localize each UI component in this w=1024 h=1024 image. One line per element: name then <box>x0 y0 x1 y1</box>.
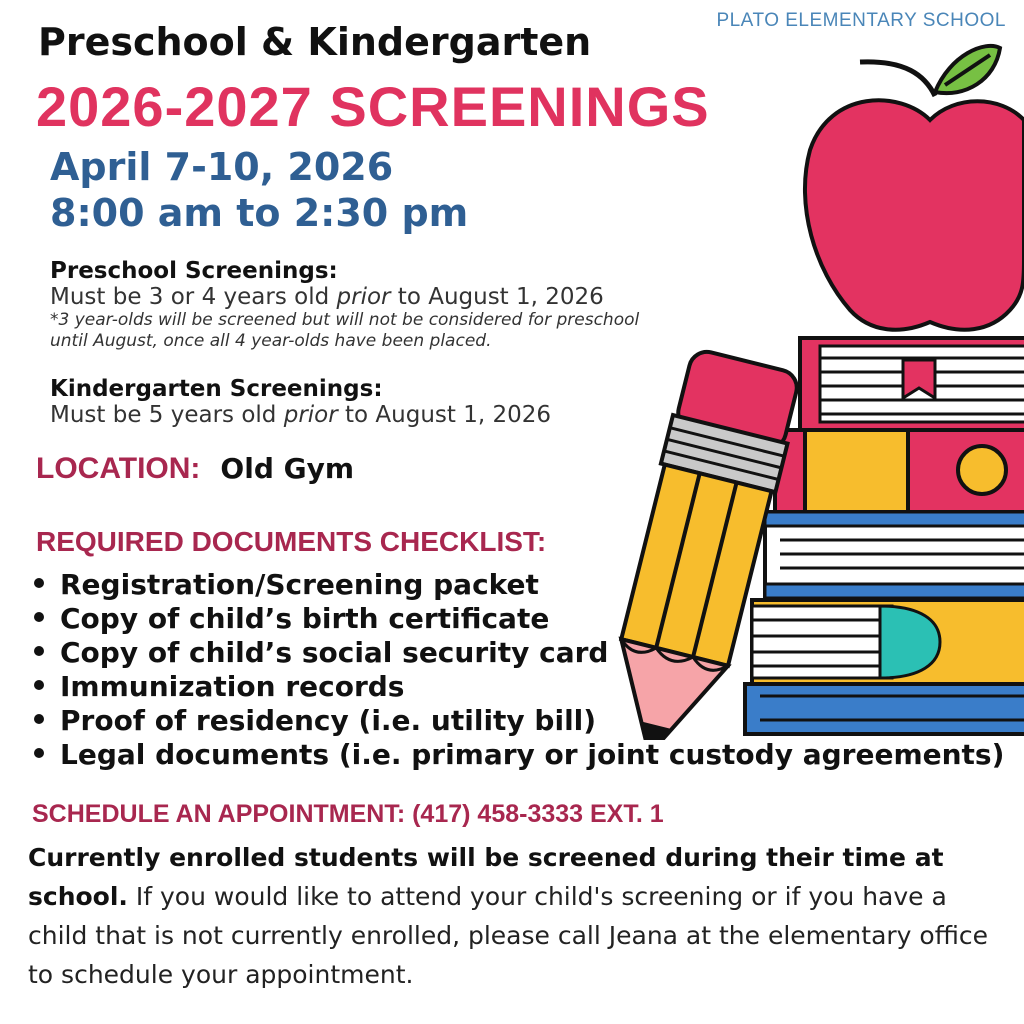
kindergarten-req-after: to August 1, 2026 <box>337 402 552 428</box>
kindergarten-req-before: Must be 5 years old <box>50 402 284 428</box>
list-item: Immunization records <box>30 670 1004 704</box>
list-item: Registration/Screening packet <box>30 568 1004 602</box>
schedule-bold-text: Currently enrolled students will be screened during their time at school. <box>28 843 944 911</box>
list-item: Legal documents (i.e. primary or joint custody agreements) <box>30 738 1004 772</box>
preschool-req-before: Must be 3 or 4 years old <box>50 284 337 310</box>
kindergarten-req-italic: prior <box>283 402 338 428</box>
preschool-heading: Preschool Screenings: <box>50 258 338 284</box>
preschool-req-italic: prior <box>336 284 391 310</box>
list-item: Copy of child’s birth certificate <box>30 602 1004 636</box>
location-label: LOCATION: <box>36 452 201 485</box>
list-item: Copy of child’s social security card <box>30 636 1004 670</box>
kindergarten-heading: Kindergarten Screenings: <box>50 376 383 402</box>
times: 8:00 am to 2:30 pm <box>50 191 469 235</box>
preschool-note-2: until August, once all 4 year-olds have been placed. <box>50 331 492 351</box>
dates: April 7-10, 2026 <box>50 145 394 189</box>
list-item: Proof of residency (i.e. utility bill) <box>30 704 1004 738</box>
date-time-block <box>50 144 468 236</box>
preschool-req-after: to August 1, 2026 <box>390 284 604 310</box>
schedule-paragraph <box>28 838 988 994</box>
title-line-2: 2026-2027 SCREENINGS <box>36 75 710 138</box>
apple-books-pencil-illustration <box>600 40 1024 740</box>
preschool-note-1: *3 year-olds will be screened but will not be considered for preschool <box>50 310 640 330</box>
location-row <box>36 452 354 486</box>
apple-icon <box>805 46 1024 330</box>
title-line-1: Preschool & Kindergarten <box>38 20 592 64</box>
schedule-body-text: If you would like to attend your child's screening or if you have a child that is not currently enrolled, please call Jeana at the elementary office to schedule your appointment. <box>28 882 988 989</box>
checklist-heading: REQUIRED DOCUMENTS CHECKLIST: <box>36 526 547 557</box>
schedule-heading: SCHEDULE AN APPOINTMENT: (417) 458-3333 EXT. 1 <box>32 800 664 828</box>
school-name: PLATO ELEMENTARY SCHOOL <box>716 10 1006 31</box>
location-value: Old Gym <box>220 452 355 485</box>
